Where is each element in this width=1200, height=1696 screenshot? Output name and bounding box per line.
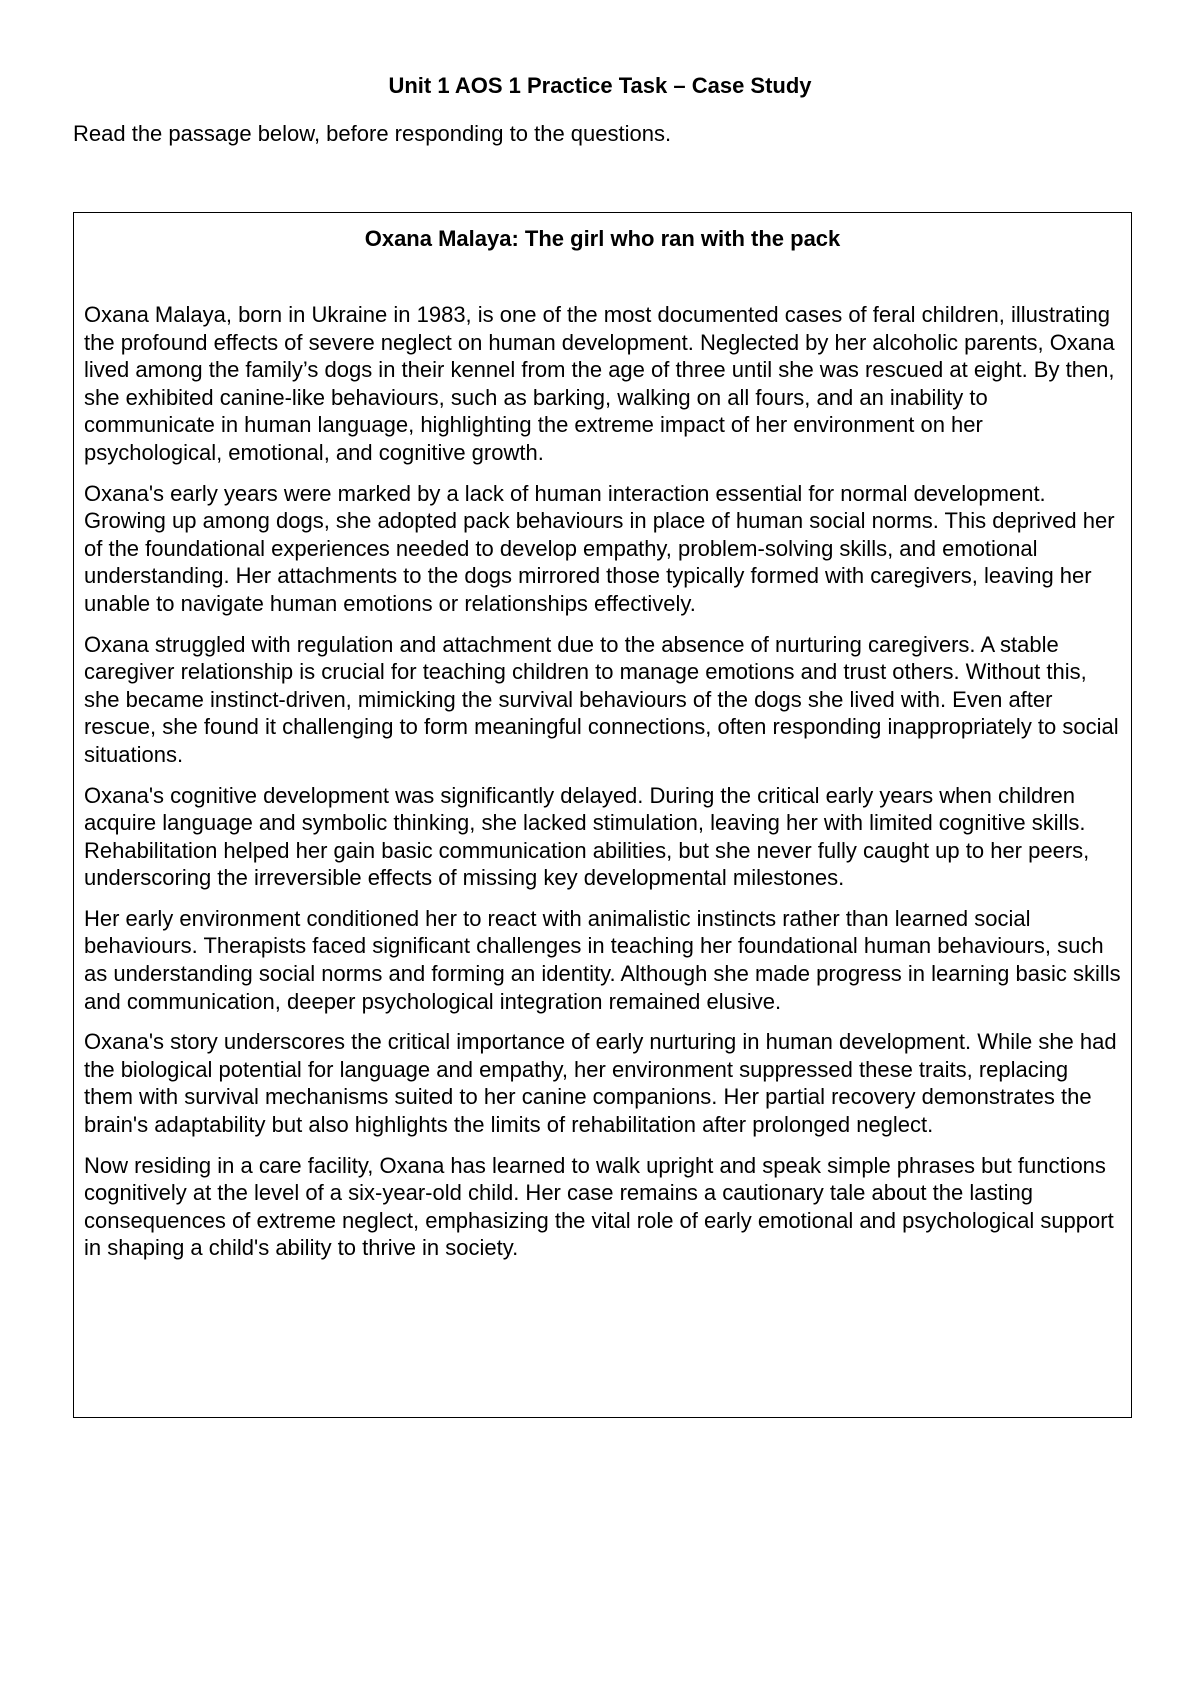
instruction-text: Read the passage below, before responding to the questions.	[73, 121, 672, 146]
case-study-paragraph-2: Oxana's early years were marked by a lack of human interaction essential for normal development. Growing up among dogs, she adopted pack behaviours in place of human social norms. This deprived her of the foundational experiences needed to develop empathy, problem-solving skills, and emotional understanding. Her attachments to the dogs mirrored those typically formed with caregivers, leaving her unable to navigate human emotions or relationships effectively.	[84, 480, 1115, 616]
case-study-box	[73, 212, 1132, 1418]
case-study-paragraph-3: Oxana struggled with regulation and attachment due to the absence of nurturing caregivers. A stable caregiver relationship is crucial for teaching children to manage emotions and trust others. Without this, she became instinct-driven, mimicking the survival behaviours of the dogs she lived with. Even after rescue, she found it challenging to form meaningful connections, often responding inappropriately to social situations.	[84, 631, 1119, 767]
case-study-paragraph-4: Oxana's cognitive development was significantly delayed. During the critical early years when children acquire language and symbolic thinking, she lacked stimulation, leaving her with limited cognitive skills. Rehabilitation helped her gain basic communication abilities, but she never fully caught up to her peers, underscoring the irreversible effects of missing key developmental milestones.	[84, 782, 1090, 891]
page-title: Unit 1 AOS 1 Practice Task – Case Study	[388, 73, 812, 98]
case-study-paragraph-5: Her early environment conditioned her to react with animalistic instincts rather than learned social behaviours. Therapists faced significant challenges in teaching her foundational human behaviours, such as understanding social norms and forming an identity. Although she made progress in learning basic skills and communication, deeper psychological integration remained elusive.	[84, 905, 1121, 1014]
case-study-paragraph-7: Now residing in a care facility, Oxana has learned to walk upright and speak simple phrases but functions cognitively at the level of a six-year-old child. Her case remains a cautionary tale about the lasting consequences of extreme neglect, emphasizing the vital role of early emotional and psychological support in shaping a child's ability to thrive in society.	[84, 1152, 1114, 1261]
case-study-title: Oxana Malaya: The girl who ran with the pack	[364, 226, 841, 251]
case-study-paragraph-1: Oxana Malaya, born in Ukraine in 1983, is one of the most documented cases of feral children, illustrating the profound effects of severe neglect on human development. Neglected by her alcoholic parents, Oxana lived among the family’s dogs in their kennel from the age of three until she was rescued at eight. By then, she exhibited canine-like behaviours, such as barking, walking on all fours, and an inability to communicate in human language, highlighting the extreme impact of her environment on her psychological, emotional, and cognitive growth.	[84, 302, 1115, 465]
case-study-paragraph-6: Oxana's story underscores the critical importance of early nurturing in human development. While she had the biological potential for language and empathy, her environment suppressed these traits, replacing them with survival mechanisms suited to her canine companions. Her partial recovery demonstrates the brain's adaptability but also highlights the limits of rehabilitation after prolonged neglect.	[84, 1029, 1117, 1138]
